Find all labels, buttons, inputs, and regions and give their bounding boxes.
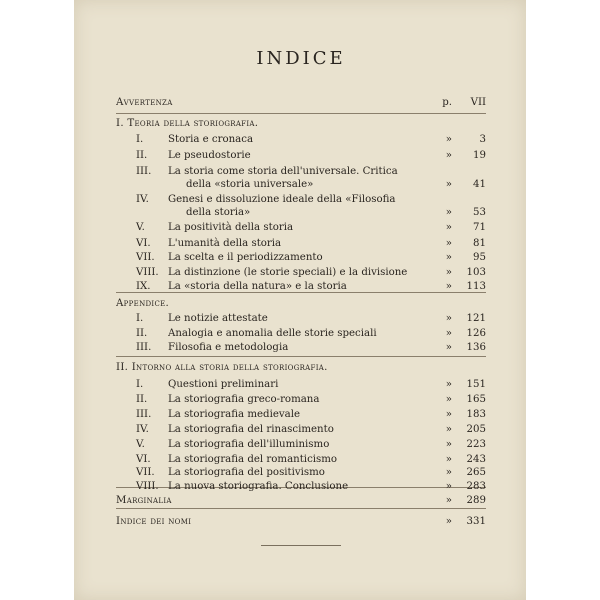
chapter-number: III. [136, 342, 152, 353]
entry-title: Le notizie attestate [168, 313, 268, 324]
toc-entry [116, 178, 486, 191]
toc-entry [116, 297, 486, 310]
page-title: INDICE [256, 48, 346, 69]
toc-entry [116, 393, 486, 406]
page-number: 151 [466, 379, 486, 390]
entry-title: La storiografia medievale [168, 409, 300, 420]
chapter-number: VII. [136, 252, 155, 263]
chapter-number: VIII. [136, 267, 159, 278]
chapter-number: VIII. [136, 481, 159, 492]
page-number: 126 [466, 328, 486, 339]
page-number: 183 [466, 409, 486, 420]
page-number: 165 [466, 394, 486, 405]
toc-entry [116, 361, 486, 374]
chapter-number: I. [136, 134, 144, 145]
chapter-number: VI. [136, 238, 151, 249]
divider [116, 508, 486, 509]
page-number: 95 [473, 252, 486, 263]
page-marker: » [445, 379, 452, 390]
entry-title: Marginalia [116, 495, 172, 506]
page-number: 265 [466, 467, 486, 478]
toc-entry [116, 96, 486, 109]
entry-title: La storiografia dell'illuminismo [168, 439, 330, 450]
page-number: 243 [466, 454, 486, 465]
page-number: 71 [473, 222, 486, 233]
page-marker: » [445, 495, 452, 506]
entry-title: La storia come storia dell'universale. Critica [168, 166, 398, 177]
chapter-number: II. [136, 150, 148, 161]
entry-title: Avvertenza [116, 97, 173, 108]
page-number: 283 [466, 481, 486, 492]
page-number: 289 [466, 495, 486, 506]
divider [116, 356, 486, 357]
toc-entry [116, 221, 486, 234]
page-number: 136 [466, 342, 486, 353]
chapter-number: IX. [136, 281, 151, 292]
book-page [74, 0, 526, 600]
entry-title: La «storia della natura» e la storia [168, 281, 347, 292]
entry-title: La distinzione (le storie speciali) e la divisione [168, 267, 408, 278]
end-rule [261, 545, 341, 546]
page-number: VII [470, 97, 486, 108]
toc-entry [116, 480, 486, 493]
page-marker: » [445, 424, 452, 435]
toc-entry [116, 251, 486, 264]
entry-title: II. Intorno alla storia della storiografia. [116, 362, 328, 373]
page-number: 205 [466, 424, 486, 435]
page-marker: » [445, 207, 452, 218]
page-marker: » [445, 409, 452, 420]
entry-title: La storiografia del positivismo [168, 467, 325, 478]
page-marker: » [445, 267, 452, 278]
entry-title: Questioni preliminari [168, 379, 279, 390]
entry-title: Storia e cronaca [168, 134, 254, 145]
page-marker: » [445, 516, 452, 527]
page-number: 113 [466, 281, 486, 292]
toc-entry [116, 280, 486, 293]
page-marker: » [445, 394, 452, 405]
page-marker: » [445, 238, 452, 249]
toc-entry [116, 327, 486, 340]
entry-title: Analogia e anomalia delle storie speciali [168, 328, 377, 339]
page-number: 3 [479, 134, 486, 145]
entry-title: La scelta e il periodizzamento [168, 252, 323, 263]
toc-entry [116, 237, 486, 250]
toc-entry [116, 423, 486, 436]
page-number: 121 [466, 313, 486, 324]
toc-entry [116, 193, 486, 206]
page-marker: » [445, 134, 452, 145]
page-number: 103 [466, 267, 486, 278]
page-marker: » [445, 481, 452, 492]
chapter-number: I. [136, 313, 144, 324]
chapter-number: I. [136, 379, 144, 390]
chapter-number: IV. [136, 424, 149, 435]
entry-title: La storiografia greco-romana [168, 394, 320, 405]
divider [116, 113, 486, 114]
toc-entry [116, 466, 486, 479]
entry-title: Indice dei nomi [116, 516, 192, 527]
toc-entry [116, 515, 486, 528]
toc-entry [116, 149, 486, 162]
chapter-number: VI. [136, 454, 151, 465]
page-marker: » [445, 150, 452, 161]
entry-title: della storia» [186, 207, 251, 218]
toc-entry [116, 438, 486, 451]
toc-entry [116, 453, 486, 466]
toc-entry [116, 408, 486, 421]
entry-title: I. Teoria della storiografia. [116, 118, 259, 129]
page-marker: » [445, 328, 452, 339]
entry-title: La positività della storia [168, 222, 294, 233]
entry-title: Appendice. [116, 298, 170, 309]
entry-title: La storiografia del romanticismo [168, 454, 338, 465]
entry-title: Le pseudostorie [168, 150, 251, 161]
toc-entry [116, 494, 486, 507]
page-marker: » [445, 313, 452, 324]
chapter-number: IV. [136, 194, 149, 205]
page-marker: » [445, 439, 452, 450]
toc-entry [116, 341, 486, 354]
toc-entry [116, 378, 486, 391]
toc-entry [116, 165, 486, 178]
toc-entry [116, 312, 486, 325]
entry-title: L'umanità della storia [168, 238, 282, 249]
page-number: 81 [473, 238, 486, 249]
page-marker: » [445, 342, 452, 353]
chapter-number: II. [136, 328, 148, 339]
page-marker: » [445, 179, 452, 190]
toc-entry [116, 117, 486, 130]
page-number: 331 [466, 516, 486, 527]
entry-title: Filosofia e metodologia [168, 342, 289, 353]
page-marker: » [445, 281, 452, 292]
chapter-number: VII. [136, 467, 155, 478]
entry-title: Genesi e dissoluzione ideale della «Filosofia [168, 194, 396, 205]
page-marker: » [445, 467, 452, 478]
chapter-number: V. [136, 222, 145, 233]
toc-entry [116, 206, 486, 219]
page-marker: » [445, 454, 452, 465]
entry-title: La nuova storiografia. Conclusione [168, 481, 349, 492]
entry-title: La storiografia del rinascimento [168, 424, 334, 435]
page-marker: » [445, 222, 452, 233]
entry-title: della «storia universale» [186, 179, 314, 190]
toc-entry [116, 266, 486, 279]
toc-entry [116, 133, 486, 146]
page-marker: p. [442, 97, 452, 108]
chapter-number: III. [136, 166, 152, 177]
chapter-number: III. [136, 409, 152, 420]
page-number: 53 [473, 207, 486, 218]
page-marker: » [445, 252, 452, 263]
chapter-number: V. [136, 439, 145, 450]
page-number: 223 [466, 439, 486, 450]
chapter-number: II. [136, 394, 148, 405]
page-number: 19 [473, 150, 486, 161]
page-number: 41 [473, 179, 486, 190]
